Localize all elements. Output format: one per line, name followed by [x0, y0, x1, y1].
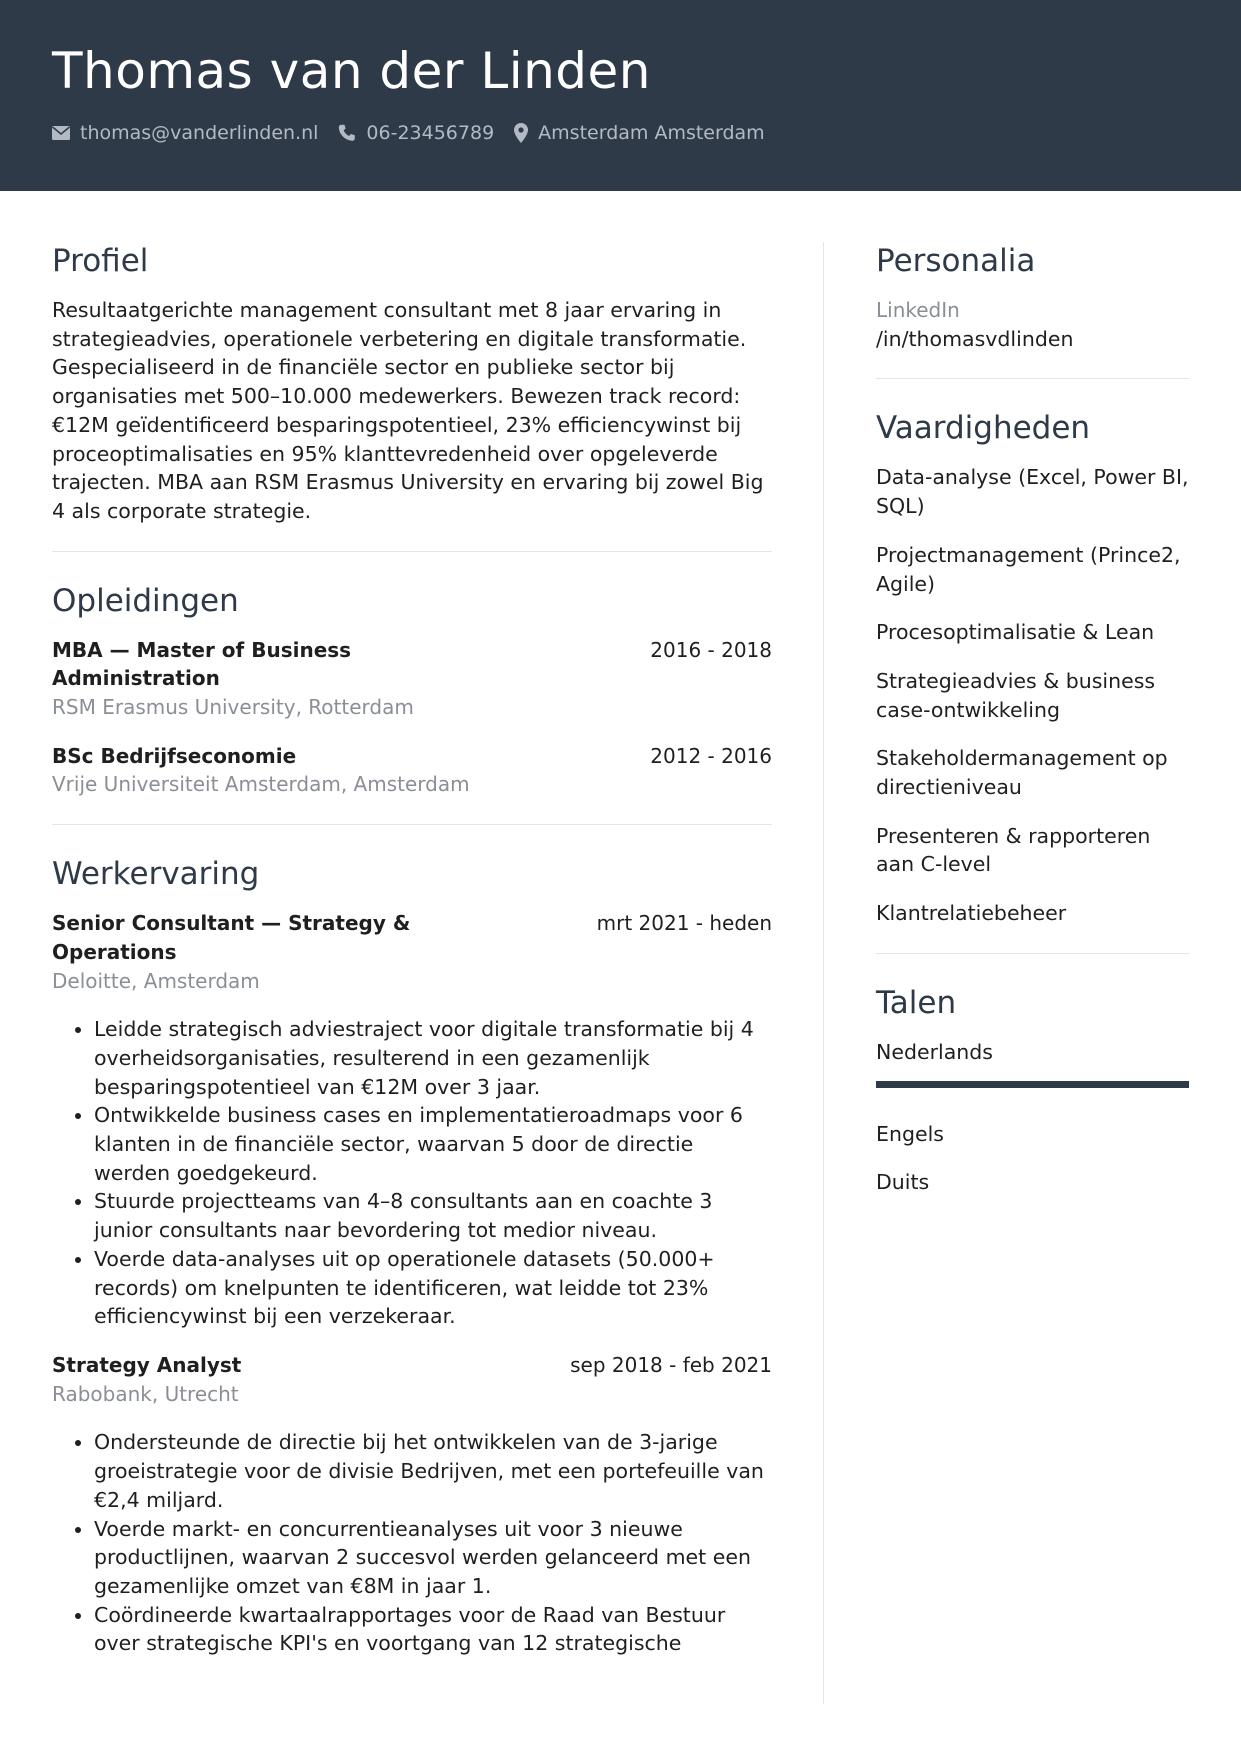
job-bullets [52, 1428, 772, 1658]
linkedin-value: /in/thomasvdlinden [876, 326, 1074, 351]
language-level-track [876, 1081, 1189, 1088]
phone-icon [338, 124, 356, 142]
header [0, 0, 1241, 191]
section-title: Werkervaring [52, 856, 260, 893]
job-bullets [52, 1015, 772, 1331]
section-divider [876, 378, 1189, 379]
job-entry [52, 1351, 772, 1658]
section-title: Profiel [52, 243, 149, 279]
school-name: RSM Erasmus University, Rotterdam [52, 695, 414, 720]
section-title: Talen [876, 984, 957, 1021]
contact-location [514, 122, 765, 144]
skill-item: Klantrelatiebeheer [876, 901, 1067, 926]
skill-item: Procesoptimalisatie & Lean [876, 620, 1155, 645]
skill-item: Data-analyse (Excel, Power BI, SQL) [876, 465, 1189, 519]
map-pin-icon [514, 123, 528, 143]
skill-item: Projectmanagement (Prince2, Agile) [876, 542, 1181, 596]
section-divider [52, 551, 772, 552]
education-entry [52, 742, 772, 799]
school-name: Vrije Universiteit Amsterdam, Amsterdam [52, 772, 470, 797]
job-role: Senior Consultant — Strategy & Operations [52, 911, 411, 964]
profile-text: Resultaatgerichte management consultant met 8 jaar ervaring in strategieadvies, operationele verbetering en digitale transformatie. Gespecialiseerd in de financiële sector en publieke sector bij organisaties met 500–10.000 medewerkers. Bewezen track record: €12M geïdentificeerd besparingspotentieel, 23% efficiencywinst bij proceoptimalisaties en 95% klanttevredenheid over opgeleverde trajecten. MBA aan RSM Erasmus University en ervaring bij zowel Big 4 als corporate strategie. [52, 298, 764, 523]
job-company: Rabobank, Utrecht [52, 1381, 239, 1406]
contact-email [52, 122, 318, 144]
list-item: • Stuurde projectteams van 4–8 consultants aan en coachte 3 junior consultants naar bevordering tot medior niveau. [94, 1187, 772, 1244]
contact-bar [52, 122, 785, 144]
language-item: Nederlands [876, 1039, 993, 1064]
degree-title: BSc Bedrijfseconomie [52, 743, 297, 768]
list-item: • Ondersteunde de directie bij het ontwikkelen van de 3-jarige groeistrategie voor de divisie Bedrijven, met een portefeuille van €2,4 miljard. [94, 1428, 772, 1514]
section-divider [876, 953, 1189, 954]
education-dates: 2012 - 2016 [650, 743, 772, 768]
degree-title: MBA — Master of Business Administration [52, 637, 352, 691]
section-personalia [876, 242, 1189, 353]
linkedin-label: LinkedIn [876, 298, 960, 322]
column-divider [823, 242, 824, 1704]
job-company: Deloitte, Amsterdam [52, 968, 260, 993]
email-text: thomas@vanderlinden.nl [80, 122, 319, 144]
section-opleidingen [52, 582, 772, 800]
main-column [52, 242, 772, 1658]
section-werkervaring [52, 855, 772, 1658]
job-dates: sep 2018 - feb 2021 [570, 1352, 772, 1377]
skill-item: Strategieadvies & business case-ontwikkeling [876, 668, 1156, 722]
education-entry [52, 636, 772, 722]
list-item: • Coördineerde kwartaalrapportages voor de Raad van Bestuur over strategische KPI's en voortgang van 12 strategische [94, 1601, 772, 1658]
section-vaardigheden [876, 409, 1189, 927]
language-level-bar [876, 1081, 1189, 1088]
job-entry [52, 909, 772, 1331]
contact-phone [338, 122, 494, 144]
list-item: • Ontwikkelde business cases en implementatieroadmaps voor 6 klanten in de financiële sector, waarvan 5 door de directie werden goedgekeurd. [94, 1101, 772, 1187]
job-dates: mrt 2021 - heden [596, 911, 772, 936]
job-role: Strategy Analyst [52, 1352, 242, 1377]
language-item: Engels [876, 1121, 944, 1146]
skill-item: Stakeholdermanagement op directieniveau [876, 746, 1168, 800]
list-item: • Voerde markt- en concurrentieanalyses uit voor 3 nieuwe productlijnen, waarvan 2 succesvol werden gelanceerd met een gezamenlijke omzet van €8M in jaar 1. [94, 1515, 772, 1601]
section-talen [876, 984, 1189, 1197]
section-title: Vaardigheden [876, 410, 1091, 447]
education-dates: 2016 - 2018 [650, 637, 772, 662]
candidate-name: Thomas van der Linden [52, 42, 652, 100]
list-item: • Leidde strategisch adviestraject voor digitale transformatie bij 4 overheidsorganisaties, resulterend in een gezamenlijk besparingspotentieel van €12M over 3 jaar. [94, 1015, 772, 1101]
skills-list [876, 463, 1189, 927]
section-divider [52, 824, 772, 825]
skill-item: Presenteren & rapporteren aan C-level [876, 823, 1151, 877]
envelope-icon [52, 126, 70, 140]
location-text: Amsterdam Amsterdam [538, 122, 765, 144]
language-item: Duits [876, 1170, 930, 1195]
sidebar-column [876, 242, 1189, 1197]
section-profiel [52, 242, 772, 526]
section-title: Personalia [876, 243, 1036, 279]
phone-text: 06-23456789 [366, 122, 495, 144]
section-title: Opleidingen [52, 582, 239, 619]
list-item: • Voerde data-analyses uit op operationele datasets (50.000+ records) om knelpunten te identificeren, wat leidde tot 23% efficiencywinst bij een verzekeraar. [94, 1245, 772, 1331]
